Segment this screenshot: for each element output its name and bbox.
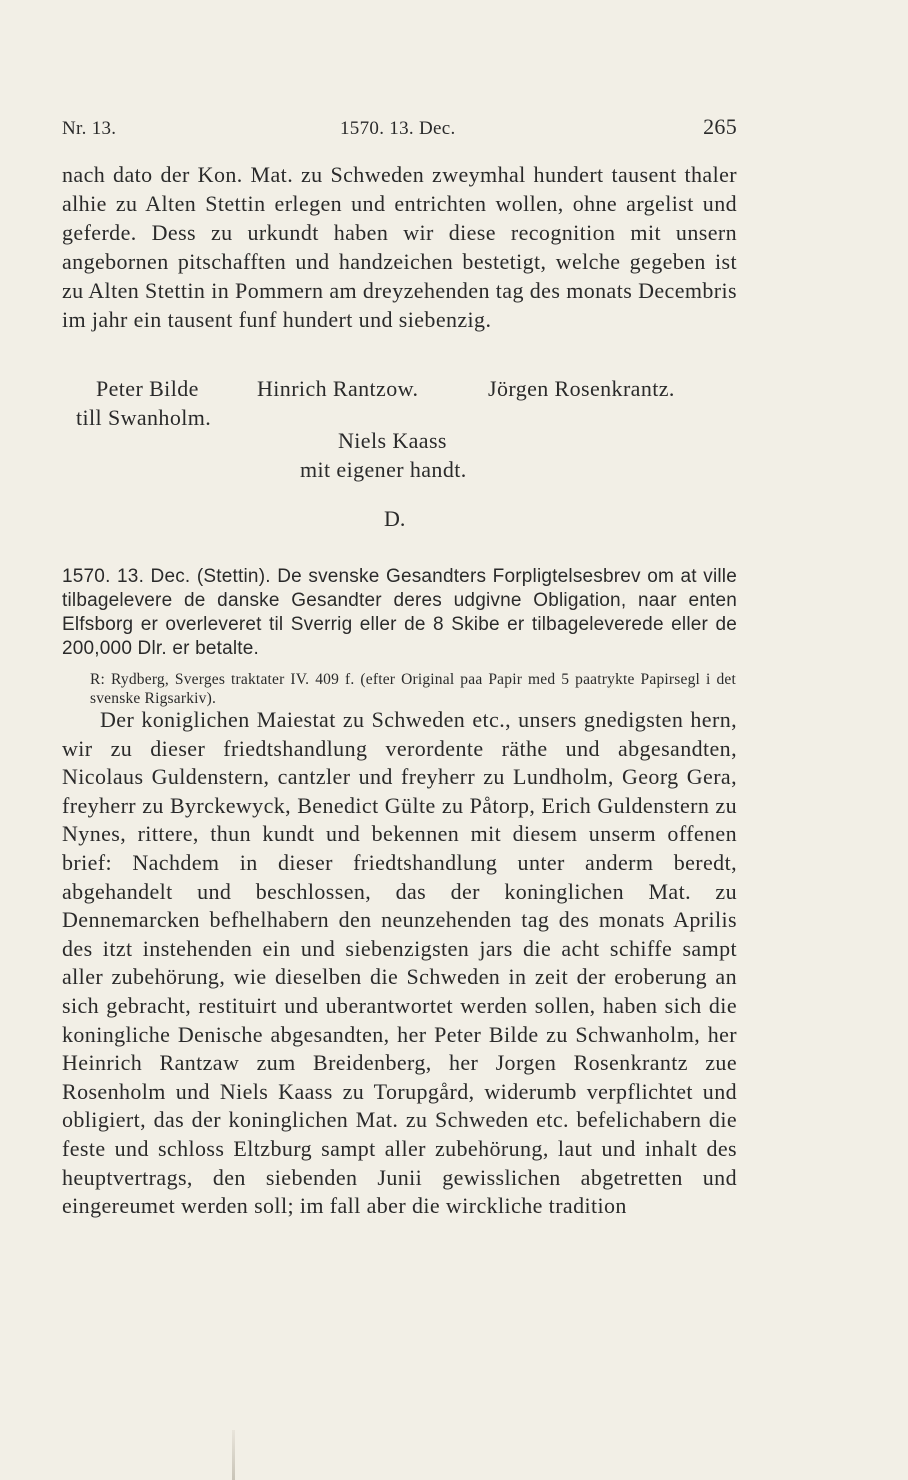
source-note: R: Rydberg, Sverges traktater IV. 409 f. (efter Original paa Papir med 5 paatrykte Papirsegl i det svenske Rigsarkiv). (90, 670, 736, 707)
signature-hinrich-rantzow: Hinrich Rantzow. (257, 376, 419, 401)
main-paragraph (62, 706, 737, 1221)
signature-peter-bilde-place: till Swanholm. (76, 405, 212, 430)
summary-text: 1570. 13. Dec. (Stettin). De svenske Gesandters Forpligtelsesbrev om at ville tilbagelevere de danske Gesandter deres udgivne Obligation, naar enten Elfsborg er overleveret til Sverrig eller de 8 Skibe er tilbageleverede eller de 200,000 Dlr. er betalte. (62, 566, 737, 659)
document-summary (62, 565, 737, 661)
page-edge-mark (232, 1430, 235, 1480)
signature-peter-bilde: Peter Bilde (96, 376, 199, 401)
section-heading: D. (384, 506, 406, 531)
closing-paragraph: nach dato der Kon. Mat. zu Schweden zweymhal hundert tausent thaler alhie zu Alten Stettin erlegen und entrichten wollen, ohne argelist und geferde. Dess zu urkundt haben wir diese recognition mit unsern angebornen pitschafften und handzeichen bestetigt, welche gegeben ist zu Alten Stettin in Pommern am dreyzehenden tag des monats Decembris im jahr ein tausent funf hundert und siebenzig. (62, 162, 737, 332)
main-paragraph-text: Der koniglichen Maiestat zu Schweden etc., unsers gnedigsten hern, wir zu dieser friedtshandlung verordente räthe und abgesandten, Nicolaus Guldenstern, cantzler und freyherr zu Lundholm, Georg Gera, freyherr zu Byrckewyck, Benedict Gülte zu Påtorp, Erich Guldenstern zu Nynes, rittere, thun kundt und bekennen mit diesem unserm offenen brief: Nachdem in dieser friedtshandlung unter anderm beredt, abgehandelt und beschlossen, das der koninglichen Mat. zu Dennemarcken befhelhabern den neunzehenden tag des monats Aprilis des itzt instehenden ein und siebenzigsten jars die acht schiffe sampt aller zubehörung, wie dieselben die Schweden in zeit der eroberung an sich gebracht, restituirt und uberantwortet werden sollen, haben sich die koningliche Denische abgesandten, her Peter Bilde zu Schwanholm, her Heinrich Rantzaw zum Breidenberg, her Jorgen Rosenkrantz zue Rosenholm und Niels Kaass zu Torupgård, widerumb verpflichtet und obligiert, das der koninglichen Mat. zu Schweden etc. befelichabern die feste und schloss Eltzburg sampt aller zubehörung, laut und inhalt des heuptvertrags, den siebenden Junii gewisslichen abgetretten und eingereumet werden soll; im fall aber die wirckliche tradition (62, 707, 737, 1219)
document-number: Nr. 13. (62, 118, 117, 139)
signature-niels-kaass: Niels Kaass (338, 428, 447, 453)
signature-niels-kaass-note: mit eigener handt. (300, 457, 467, 482)
signature-jorgen-rosenkrantz: Jörgen Rosenkrantz. (488, 376, 675, 401)
page-number: 265 (703, 114, 737, 139)
header-date: 1570. 13. Dec. (340, 118, 456, 139)
running-header (62, 114, 737, 144)
